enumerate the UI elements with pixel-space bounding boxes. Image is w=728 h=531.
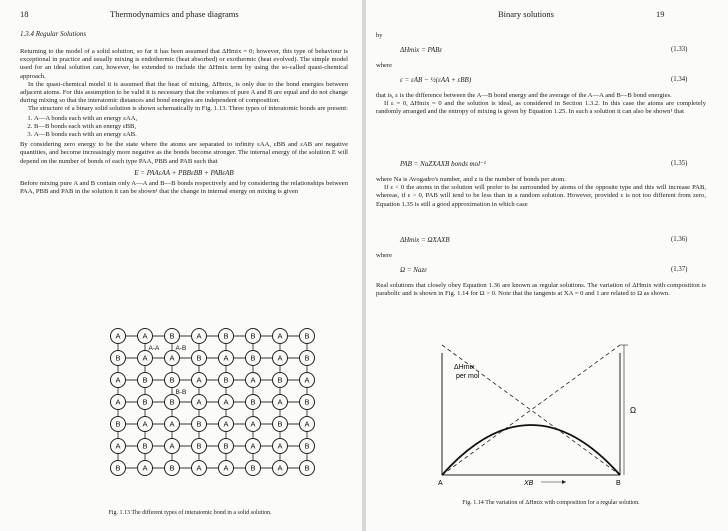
bond-type-label: A-B — [175, 345, 187, 352]
atom-label: B — [142, 397, 148, 407]
atom-label: B — [169, 375, 175, 385]
bond-list-item: 3. A—B bonds each with an energy εAB. — [34, 131, 348, 139]
atom-label: B — [223, 441, 229, 451]
running-head-right: Binary solutions — [498, 9, 554, 19]
atom-label: B — [142, 375, 148, 385]
atom-label: B — [115, 463, 121, 473]
atom-label: B — [223, 375, 229, 385]
atom-label: B — [250, 463, 256, 473]
atom-label: A — [250, 441, 256, 451]
right-page — [366, 0, 728, 531]
bond-list-item: 1. A—A bonds each with an energy εAA, — [34, 115, 348, 123]
atom-label: B — [304, 441, 310, 451]
right-where-2: where — [376, 252, 393, 259]
atom-label: B — [304, 463, 310, 473]
atom-label: B — [277, 375, 283, 385]
atom-label: A — [169, 353, 175, 363]
left-text-block — [20, 48, 348, 196]
figure-caption-left: Fig. 1.13 The different types of interatomic bond in a solid solution. — [108, 510, 272, 516]
atom-label: B — [142, 441, 148, 451]
atom-label: B — [115, 353, 121, 363]
atom-label: A — [250, 375, 256, 385]
section-heading: 1.3.4 Regular Solutions — [20, 30, 87, 38]
atom-label: B — [250, 331, 256, 341]
regular-solution-figure — [366, 325, 728, 505]
bond-type-label: A-A — [148, 345, 160, 352]
atom-label: A — [223, 397, 229, 407]
left-para-4: By considering zero energy to be the state where the atoms are separated to infinity εAA, εBB and εAB are negative quantities, and become increasingly more negative as the bonds become stronger. The internal energy of the solution E will depend on the number of bonds of each type PAA, PBB and PAB such that — [20, 141, 348, 165]
y-axis-label-2: per mol — [456, 373, 480, 380]
atom-label: A — [115, 441, 121, 451]
atom-label: B — [196, 353, 202, 363]
atom-label: A — [142, 463, 148, 473]
equation-1-35: PAB = NaZXAXB bonds mol⁻¹ — [400, 160, 486, 168]
atom-label: A — [196, 375, 202, 385]
x-axis-label-b: B — [616, 480, 621, 487]
atom-label: A — [277, 397, 283, 407]
atom-label: B — [304, 353, 310, 363]
atom-label: A — [115, 397, 121, 407]
atom-label: B — [169, 397, 175, 407]
atom-label: B — [250, 397, 256, 407]
atom-label: A — [223, 463, 229, 473]
right-para-3: where Na is Avogadro's number, and z is the number of bonds per atom. — [376, 176, 566, 183]
equation-number: (1.35) — [671, 160, 688, 167]
right-text-block-2 — [376, 176, 706, 209]
atom-label: A — [142, 353, 148, 363]
atom-label: B — [304, 331, 310, 341]
equation-1-33: ΔHmix = PABε — [400, 46, 443, 54]
omega-label: Ω — [630, 406, 636, 415]
atom-label: A — [196, 463, 202, 473]
atom-label: A — [115, 331, 121, 341]
atom-label: A — [304, 419, 310, 429]
atom-label: B — [115, 419, 121, 429]
right-para-4: If ε < 0 the atoms in the solution will prefer to be surrounded by atoms of the opposite type and this will increase PAB, whereas, if ε > 0, PAB will tend to be less than in a random solution. However, provided ε is not too different from zero, Equation 1.35 is still a good approximation in which case — [376, 184, 706, 208]
equation-number: (1.36) — [671, 236, 688, 243]
right-text-block-1 — [376, 92, 706, 117]
right-where-1: where — [376, 62, 393, 69]
atom-label: A — [277, 463, 283, 473]
atom-label: A — [277, 441, 283, 451]
atom-label: B — [196, 441, 202, 451]
right-para-2: If ε = 0, ΔHmix = 0 and the solution is ideal, as considered in Section 1.3.2. In this case the atoms are completely randomly arranged and the entropy of mixing is given by Equation 1.25. In such a solution it can also be shown¹ that — [376, 100, 706, 116]
left-para-2: In the quasi-chemical model it is assumed that the heat of mixing, ΔHmix, is only due to the bond energies between adjacent atoms. For this assumption to be valid it is necessary that the volumes of pure A and B are equal and do not change during mixing so that the interatomic distances and bond energies are independent of composition. — [20, 80, 348, 105]
equation-1-36: ΔHmix = ΩXAXB — [400, 236, 450, 244]
right-text-block-3 — [376, 282, 706, 298]
atom-label: B — [304, 397, 310, 407]
left-page — [0, 0, 362, 531]
atom-label: A — [115, 375, 121, 385]
arrow-head-icon — [562, 480, 566, 484]
left-para-3: The structure of a binary solid solution is shown schematically in Fig. 1.13. Three types of interatomic bonds are present: — [28, 105, 348, 113]
atom-label: A — [169, 419, 175, 429]
atom-label: B — [196, 419, 202, 429]
atom-label: A — [142, 331, 148, 341]
equation-number: (1.34) — [671, 76, 688, 83]
atom-label: B — [250, 353, 256, 363]
equation-number: (1.33) — [671, 46, 688, 53]
left-para-5: Before mixing pure A and B contain only A—A and B—B bonds respectively and by considering the relationships between PAA, PBB and PAB in the solution it can be shown¹ that the change in internal energy on mixing is given — [20, 180, 348, 196]
bond-list-item: 2. B—B bonds each with an energy εBB, — [34, 123, 348, 131]
atom-label: A — [142, 419, 148, 429]
atom-label: B — [169, 463, 175, 473]
right-by: by — [376, 32, 383, 39]
atom-label: B — [277, 419, 283, 429]
equation-1-34: ε = εAB − ½(εAA + εBB) — [400, 76, 472, 84]
bond-list — [34, 115, 348, 140]
atom-label: A — [196, 331, 202, 341]
atom-label: A — [304, 375, 310, 385]
x-axis-label-a: A — [438, 480, 443, 487]
atom-label: B — [169, 331, 175, 341]
equation-energy: E = PAAεAA + PBBεBB + PABεAB — [134, 168, 234, 177]
lattice-figure — [0, 322, 362, 507]
page-number-left: 18 — [20, 9, 29, 19]
atom-label: A — [223, 419, 229, 429]
page-number-right: 19 — [656, 9, 665, 19]
left-para-1: Returning to the model of a solid solution, so far it has been assumed that ΔHmix = 0; however, this type of behaviour is exceptional in practice and usually mixing is endothermic (heat absorbed) or exothermic (heat evolved). The simple model used for an ideal solution can, however, be extended to include the ΔHmix term by using the so-called quasi-chemical approach. — [20, 48, 348, 80]
x-axis-title: XB — [524, 480, 534, 487]
atom-label: A — [277, 331, 283, 341]
hmix-curve — [442, 425, 620, 475]
equation-1-37: Ω = Nazε — [400, 266, 427, 274]
atom-label: A — [223, 353, 229, 363]
atom-label: A — [250, 419, 256, 429]
atom-label: B — [223, 331, 229, 341]
equation-number: (1.37) — [671, 266, 688, 273]
atom-label: A — [277, 353, 283, 363]
right-para-5: Real solutions that closely obey Equation 1.36 are known as regular solutions. The variation of ΔHmix with composition is parabolic and is shown in Fig. 1.14 for Ω > 0. Note that the tangents at XA = 0 and 1 are related to Ω as shown. — [376, 282, 706, 298]
y-axis-label-1: ΔHmix — [454, 364, 475, 371]
atom-label: A — [196, 397, 202, 407]
bond-type-label: B-B — [175, 389, 187, 396]
figure-caption-right: Fig. 1.14 The variation of ΔHmix with composition for a regular solution. — [462, 500, 640, 506]
right-para-1: that is, ε is the difference between the A—B bond energy and the average of the A—A and B—B bond energies. — [376, 92, 672, 99]
atom-label: A — [169, 441, 175, 451]
running-head-left: Thermodynamics and phase diagrams — [110, 9, 239, 19]
